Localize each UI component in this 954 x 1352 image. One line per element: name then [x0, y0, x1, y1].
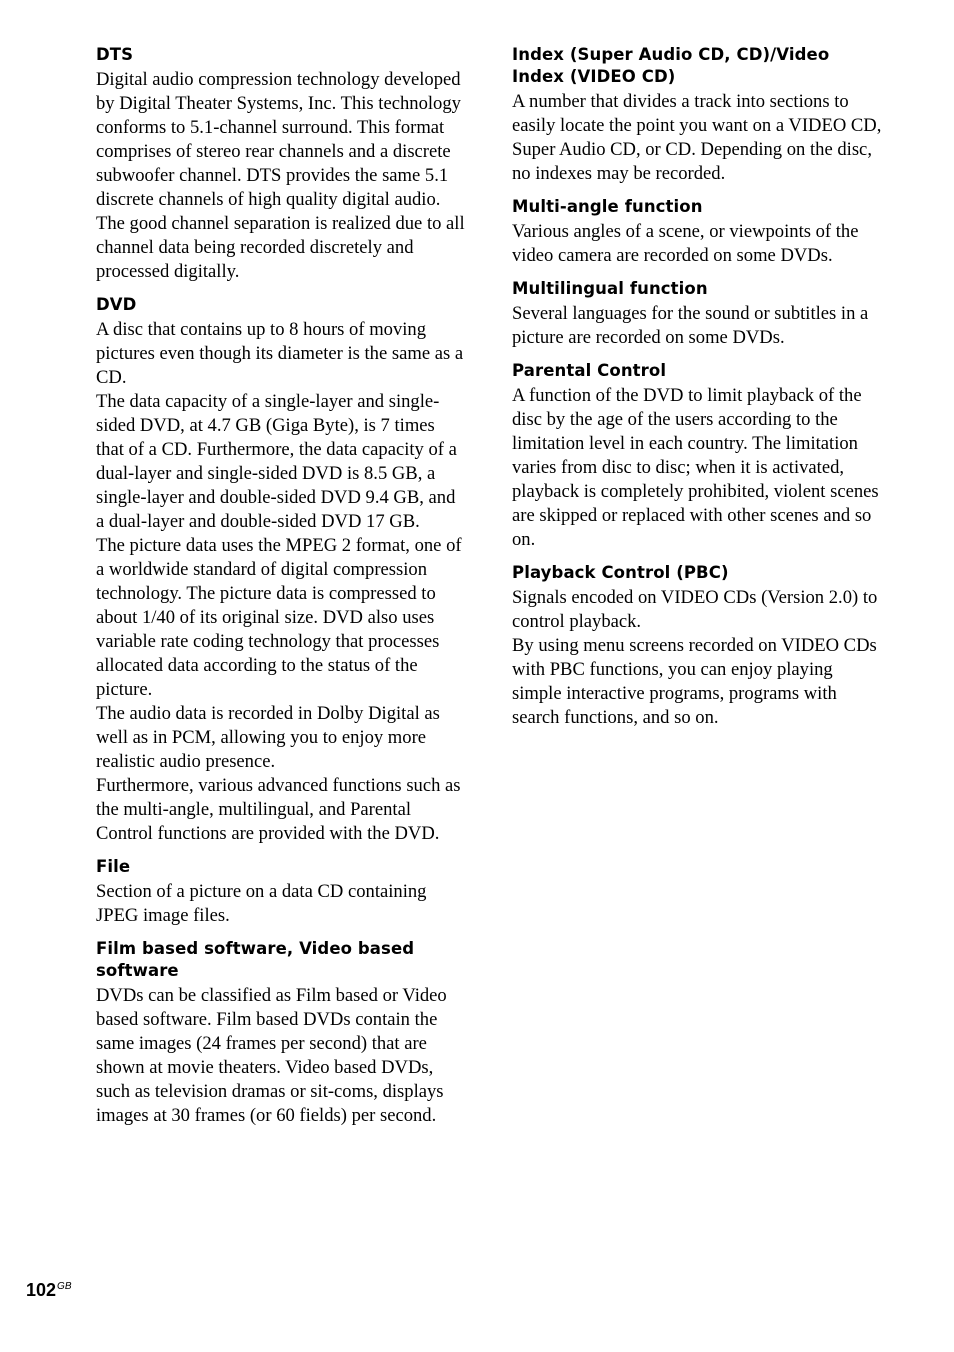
glossary-definition: The audio data is recorded in Dolby Digital as well as in PCM, allowing you to enjoy more realistic audio presence.	[96, 703, 440, 772]
glossary-definition: The picture data uses the MPEG 2 format, one of a worldwide standard of digital compression technology. The picture data is compressed to about 1/40 of its original size. DVD also uses variable rate coding technology that processes allocated data according to the status of the picture.	[96, 535, 462, 700]
glossary-term: Multilingual function	[512, 279, 708, 298]
glossary-definition: The data capacity of a single-layer and single-sided DVD, at 4.7 GB (Giga Byte), is 7 times that of a CD. Furthermore, the data capacity of a dual-layer and single-sided DVD is 8.5 GB, a single-layer and double-sided DVD 9.4 GB, and a dual-layer and double-sided DVD 17 GB.	[96, 391, 457, 532]
glossary-entry	[512, 562, 882, 730]
glossary-term: Parental Control	[512, 361, 667, 380]
glossary-term: Index (Super Audio CD, CD)/Video Index (VIDEO CD)	[512, 45, 830, 86]
left-column	[96, 44, 466, 1138]
glossary-entry	[96, 856, 466, 928]
glossary-term: DTS	[96, 45, 134, 64]
glossary-entry	[512, 360, 882, 552]
page-number	[26, 1280, 72, 1301]
glossary-definition: Section of a picture on a data CD containing JPEG image files.	[96, 881, 427, 926]
right-column	[512, 44, 882, 740]
glossary-term: Multi-angle function	[512, 197, 703, 216]
glossary-entry	[512, 44, 882, 186]
glossary-definition: A function of the DVD to limit playback of the disc by the age of the users according to the limitation level in each country. The limitation varies from disc to disc; when it is activated, playback is completely prohibited, violent scenes are skipped or replaced with other scenes and so on.	[512, 385, 879, 550]
glossary-entry	[96, 294, 466, 846]
glossary-definition: Various angles of a scene, or viewpoints of the video camera are recorded on some DVDs.	[512, 221, 859, 266]
region-code: GB	[57, 1281, 72, 1292]
glossary-entry	[512, 278, 882, 350]
glossary-term: Film based software, Video based software	[96, 939, 415, 980]
glossary-definition: Several languages for the sound or subtitles in a picture are recorded on some DVDs.	[512, 303, 869, 348]
glossary-term: Playback Control (PBC)	[512, 563, 729, 582]
glossary-definition: Signals encoded on VIDEO CDs (Version 2.0) to control playback.	[512, 587, 878, 632]
glossary-definition: DVDs can be classified as Film based or Video based software. Film based DVDs contain the same images (24 frames per second) that are shown at movie theaters. Video based DVDs, such as television dramas or sit-coms, displays images at 30 frames (or 60 fields) per second.	[96, 985, 447, 1126]
glossary-definition: Furthermore, various advanced functions such as the multi-angle, multilingual, and Parental Control functions are provided with the DVD.	[96, 775, 461, 844]
page-number-value: 102	[26, 1280, 57, 1300]
glossary-entry	[96, 938, 466, 1128]
glossary-definition: Digital audio compression technology developed by Digital Theater Systems, Inc. This technology conforms to 5.1-channel surround. This format comprises of stereo rear channels and a discrete subwoofer channel. DTS provides the same 5.1 discrete channels of high quality digital audio. The good channel separation is realized due to all channel data being recorded discretely and processed digitally.	[96, 69, 465, 282]
glossary-entry	[512, 196, 882, 268]
glossary-term: DVD	[96, 295, 137, 314]
glossary-term: File	[96, 857, 131, 876]
glossary-definition: A number that divides a track into sections to easily locate the point you want on a VIDEO CD, Super Audio CD, or CD. Depending on the disc, no indexes may be recorded.	[512, 91, 882, 184]
glossary-entry	[96, 44, 466, 284]
glossary-definition: By using menu screens recorded on VIDEO CDs with PBC functions, you can enjoy playing simple interactive programs, programs with search functions, and so on.	[512, 635, 877, 728]
glossary-definition: A disc that contains up to 8 hours of moving pictures even though its diameter is the same as a CD.	[96, 319, 464, 388]
